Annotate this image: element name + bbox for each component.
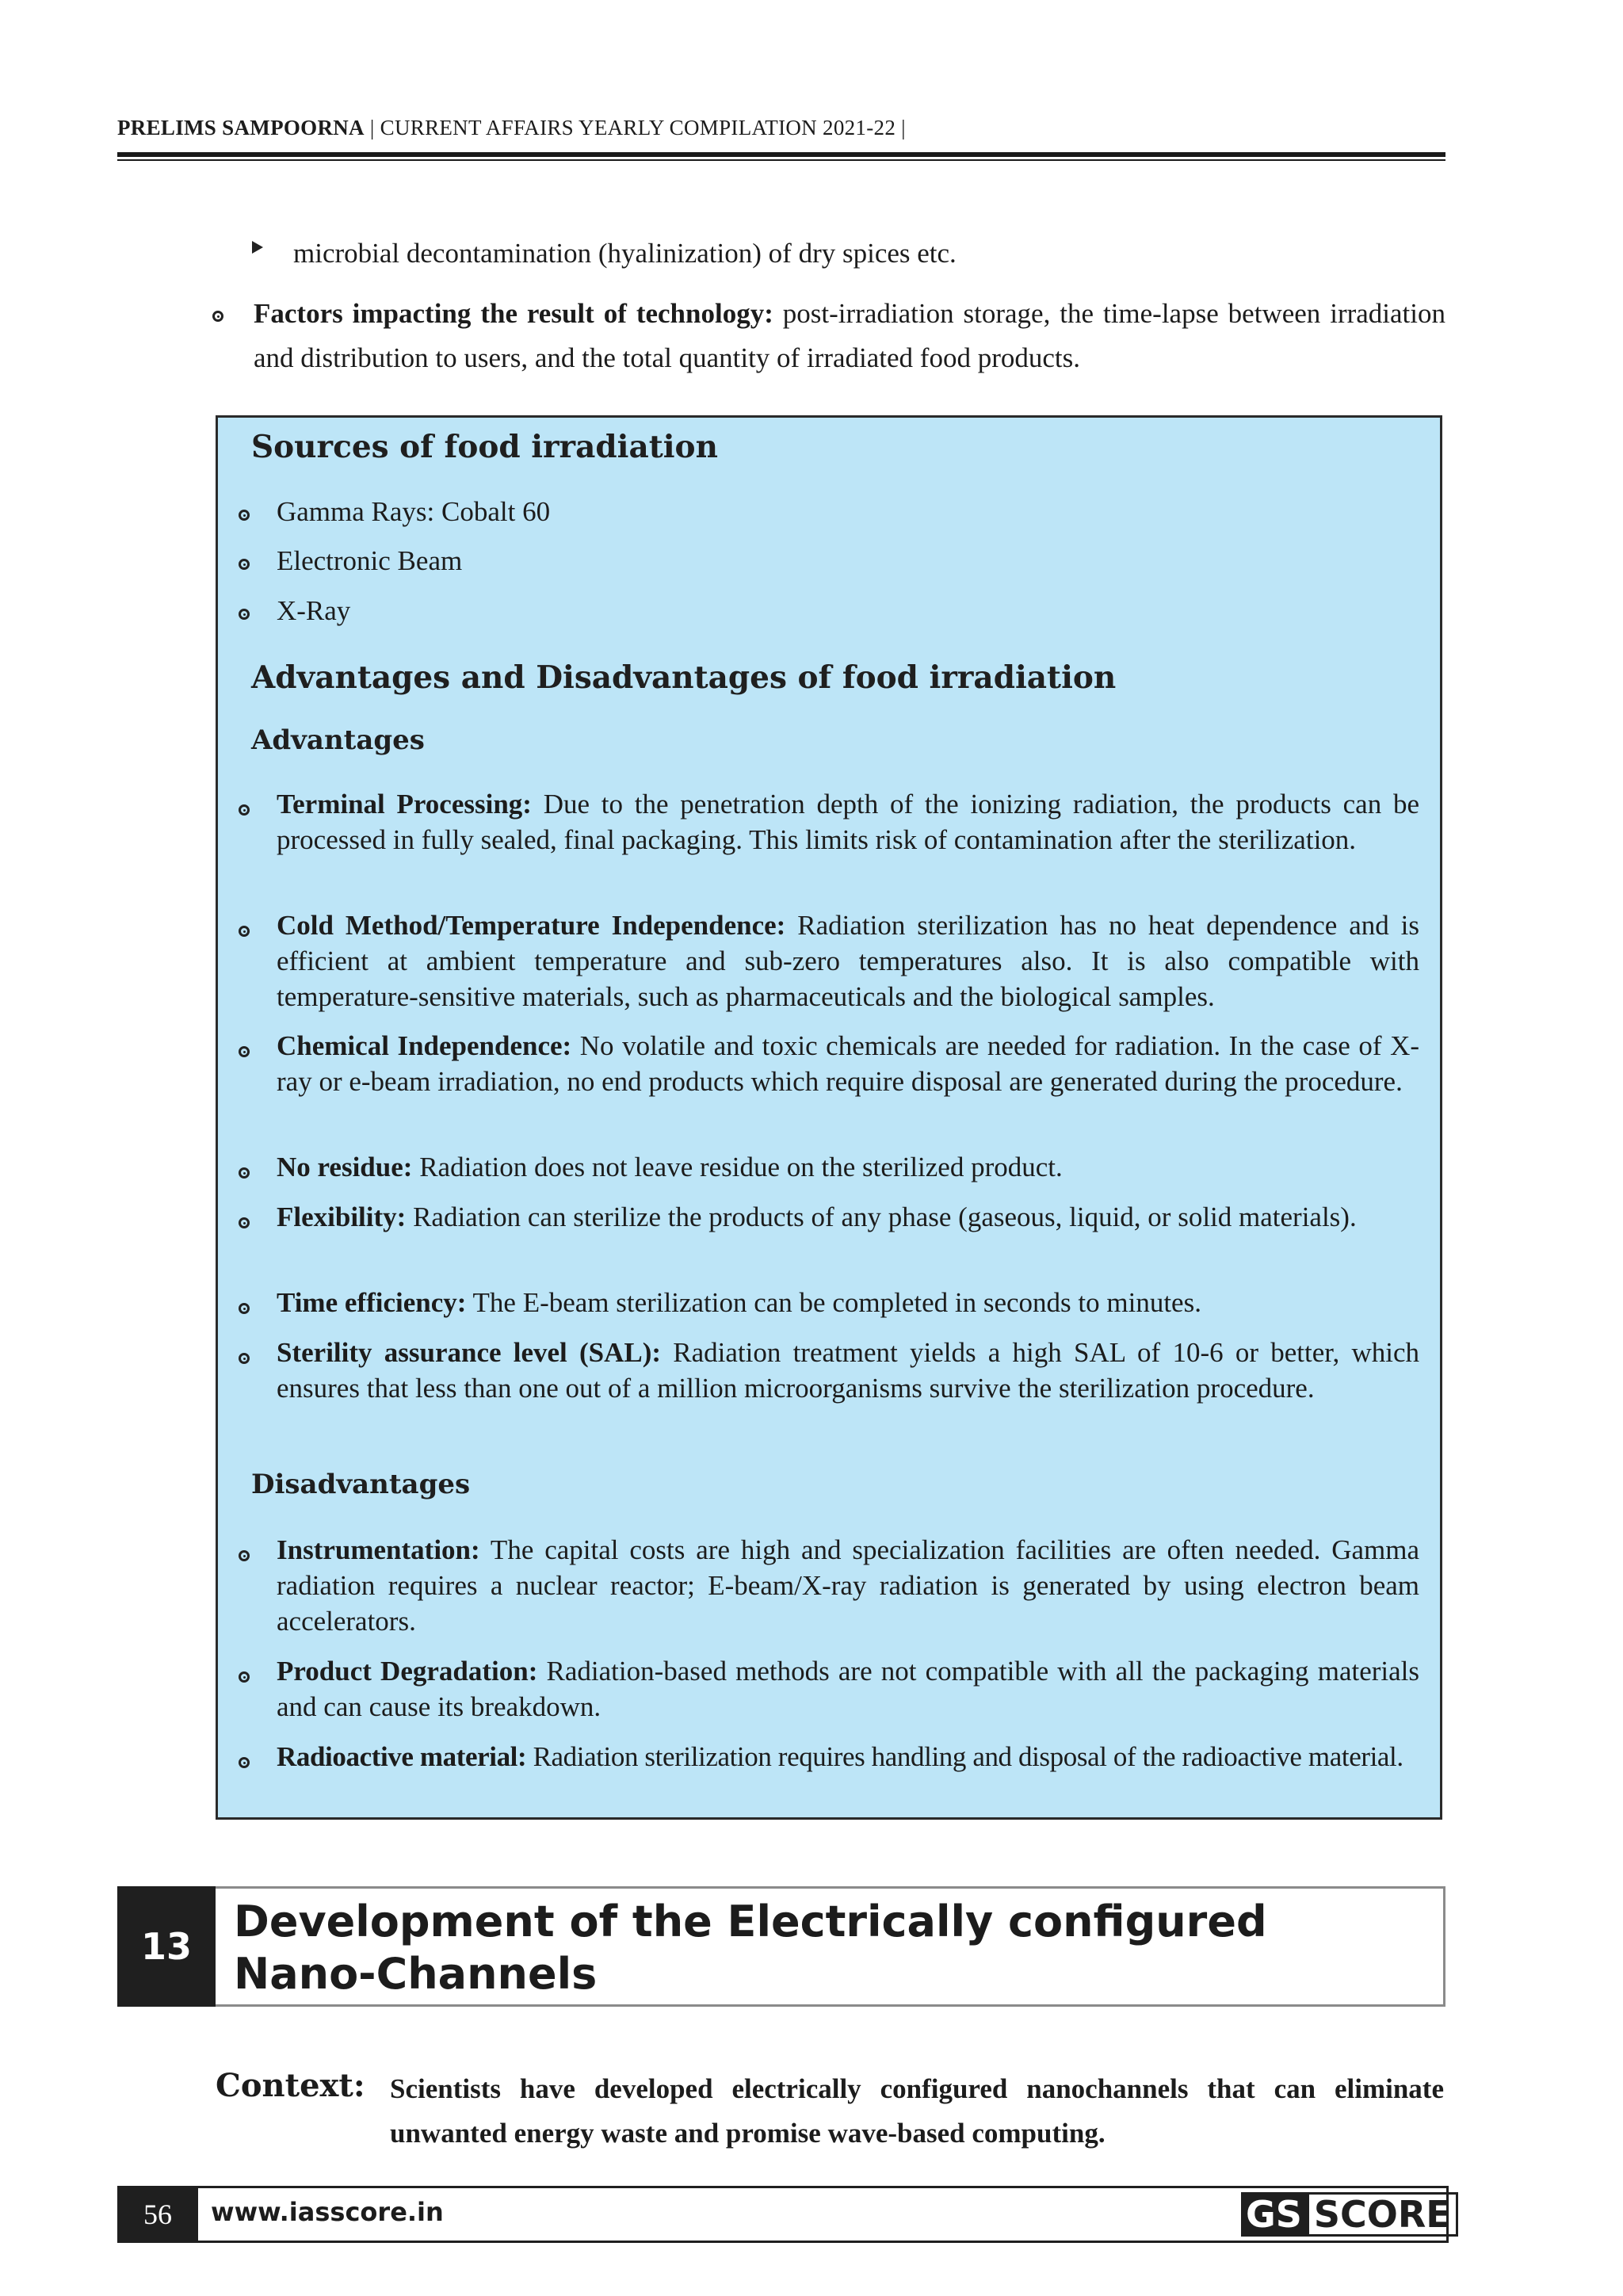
footer-url: www.iasscore.in bbox=[211, 2197, 444, 2227]
advantages-heading: Advantages bbox=[251, 724, 425, 756]
context-text: Scientists have developed electrically configured nanochannels that can eliminate unwanted energy waste and promise wave-based computing. bbox=[390, 2073, 1444, 2149]
disadvantage-item bbox=[277, 1739, 1419, 1775]
circle-bullet-icon bbox=[212, 311, 223, 322]
disadvantages-heading: Disadvantages bbox=[251, 1469, 471, 1500]
circle-bullet-icon bbox=[239, 1671, 250, 1683]
advantage-item bbox=[277, 1335, 1419, 1406]
circle-bullet-icon bbox=[239, 1217, 250, 1228]
item-text: Radiation does not leave residue on the sterilized product. bbox=[412, 1152, 1063, 1182]
circle-bullet-icon bbox=[239, 609, 250, 620]
advantage-item bbox=[277, 1149, 1419, 1185]
item-label: Radioactive material: bbox=[277, 1741, 527, 1772]
source-item: X-Ray bbox=[277, 595, 351, 626]
item-text: No volatile and toxic chemicals are needed for radiation. In the case of X-ray or e-beam irradiation, no end products which require disposal are generated during the procedure. bbox=[277, 1030, 1420, 1097]
item-text: Radiation sterilization has no heat dependence and is efficient at ambient temperature and sub-zero temperatures also. It is also compatible with temperature-sensitive materials, such as pharmaceuticals and the biological samples. bbox=[277, 910, 1420, 1012]
advantage-item bbox=[277, 1285, 1419, 1320]
factors-paragraph bbox=[254, 292, 1445, 380]
item-label: Terminal Processing: bbox=[277, 789, 532, 819]
item-text: The capital costs are high and specialization facilities are often needed. Gamma radiation requires a nuclear reactor; E-beam/X-ray radiation is generated by using electron beam accelerators. bbox=[277, 1534, 1419, 1637]
logo-score: SCORE bbox=[1307, 2192, 1458, 2237]
adv-disadv-heading: Advantages and Disadvantages of food irradiation bbox=[251, 659, 1117, 696]
header-subtitle: | CURRENT AFFAIRS YEARLY COMPILATION 2021-22 | bbox=[364, 116, 906, 139]
header-rule bbox=[117, 152, 1445, 157]
item-label: Flexibility: bbox=[277, 1201, 407, 1232]
item-text: Due to the penetration depth of the ionizing radiation, the products can be processed in fully sealed, final packaging. This limits risk of contamination after the sterilization. bbox=[277, 789, 1419, 855]
circle-bullet-icon bbox=[239, 804, 250, 816]
advantage-item bbox=[277, 1199, 1419, 1235]
header-rule-thin bbox=[117, 159, 1445, 161]
sub-bullet-text: microbial decontamination (hyalinization) of dry spices etc. bbox=[293, 238, 957, 269]
advantage-item bbox=[277, 786, 1419, 858]
item-text: Radiation treatment yields a high SAL of 10-6 or better, which ensures that less than one out of a million microorganisms survive the sterilization procedure. bbox=[277, 1337, 1419, 1404]
circle-bullet-icon bbox=[239, 926, 250, 937]
circle-bullet-icon bbox=[239, 1757, 250, 1768]
page-number: 56 bbox=[117, 2186, 198, 2243]
header-brand: PRELIMS SAMPOORNA bbox=[117, 116, 365, 139]
item-label: Sterility assurance level (SAL): bbox=[277, 1337, 662, 1368]
circle-bullet-icon bbox=[239, 510, 250, 521]
factors-label: Factors impacting the result of technology: bbox=[254, 298, 773, 329]
circle-bullet-icon bbox=[239, 1046, 250, 1057]
circle-bullet-icon bbox=[239, 1353, 250, 1364]
info-box bbox=[216, 415, 1442, 1820]
item-text: Radiation can sterilize the products of any phase (gaseous, liquid, or solid materials). bbox=[406, 1201, 1357, 1232]
circle-bullet-icon bbox=[239, 1550, 250, 1561]
item-label: No residue: bbox=[277, 1152, 413, 1182]
item-label: Product Degradation: bbox=[277, 1656, 538, 1687]
circle-bullet-icon bbox=[239, 559, 250, 570]
item-label: Cold Method/Temperature Independence: bbox=[277, 910, 786, 941]
factors-text: post-irradiation storage, the time-lapse between irradiation and distribution to users, and the total quantity of irradiated food products. bbox=[254, 298, 1445, 373]
circle-bullet-icon bbox=[239, 1303, 250, 1314]
source-item: Gamma Rays: Cobalt 60 bbox=[277, 496, 551, 527]
item-label: Chemical Independence: bbox=[277, 1030, 572, 1061]
gsscore-logo bbox=[1241, 2191, 1458, 2238]
running-header bbox=[117, 116, 906, 140]
logo-gs: GS bbox=[1241, 2192, 1307, 2237]
item-text: Radiation sterilization requires handling and disposal of the radioactive material. bbox=[526, 1741, 1403, 1772]
item-text: Radiation-based methods are not compatible with all the packaging materials and can cause its breakdown. bbox=[277, 1656, 1419, 1722]
advantage-item bbox=[277, 1028, 1419, 1099]
arrow-bullet-icon bbox=[252, 241, 263, 254]
sources-heading: Sources of food irradiation bbox=[251, 429, 718, 465]
advantage-item bbox=[277, 907, 1419, 1014]
context-label: Context: bbox=[216, 2067, 365, 2104]
section-number: 13 bbox=[117, 1886, 216, 2007]
circle-bullet-icon bbox=[239, 1167, 250, 1179]
source-item: Electronic Beam bbox=[277, 545, 463, 576]
item-label: Time efficiency: bbox=[277, 1287, 467, 1318]
disadvantage-item bbox=[277, 1532, 1419, 1639]
section-title: Development of the Electrically configured Nano-Channels bbox=[234, 1897, 1267, 1999]
disadvantage-item bbox=[277, 1653, 1419, 1725]
item-label: Instrumentation: bbox=[277, 1534, 480, 1565]
item-text: The E-beam sterilization can be completed in seconds to minutes. bbox=[466, 1287, 1201, 1318]
